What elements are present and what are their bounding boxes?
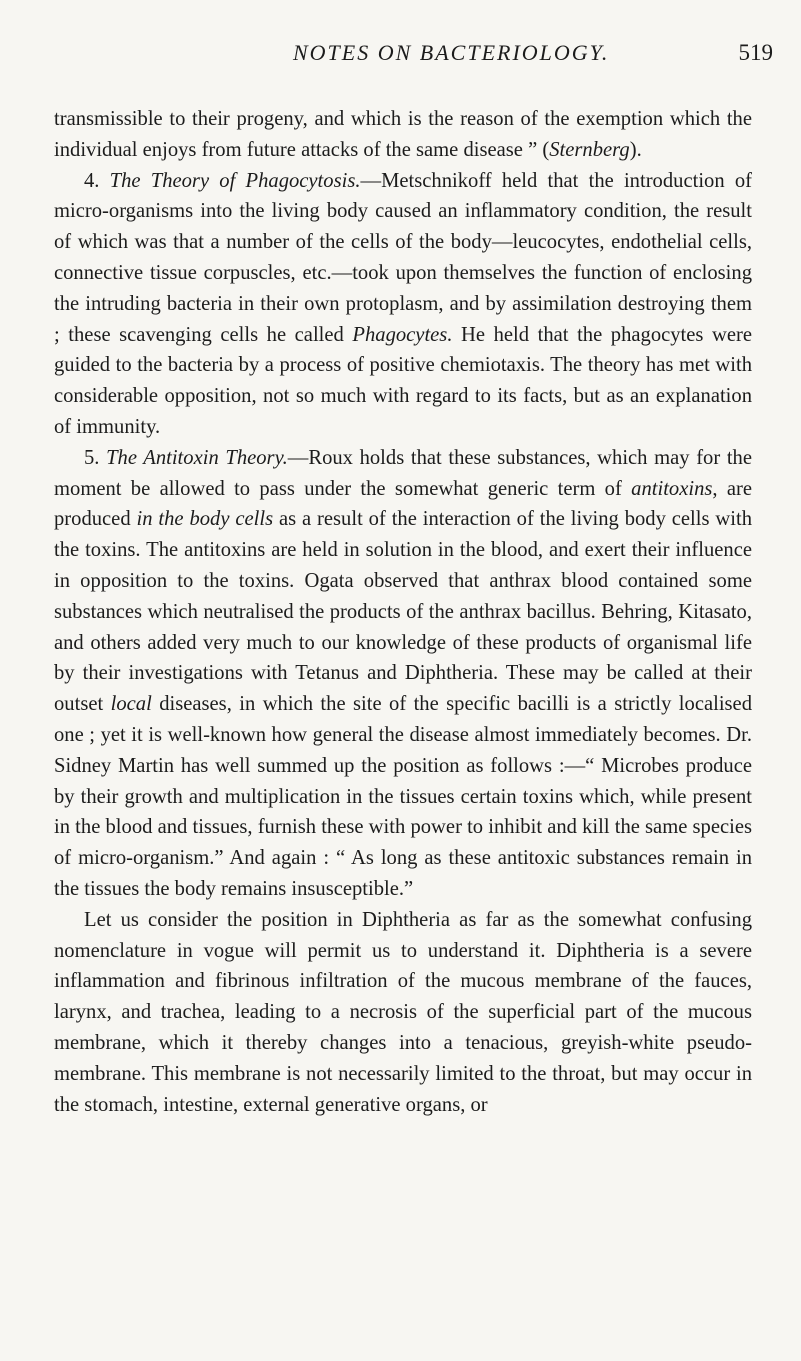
section-number: 4. bbox=[84, 169, 100, 192]
citation: Sternberg bbox=[549, 138, 630, 161]
section-heading: The Antitoxin Theory. bbox=[106, 446, 288, 469]
paragraph-text: He held that the phagocytes were guided to the bacteria by a process of positive chemiotaxis. The theory has met with considerable opposition, not so much with regard to its facts, but as an explanation of immunity. bbox=[54, 323, 752, 438]
paragraph-text: , are produced bbox=[54, 477, 752, 531]
paragraph-text: diseases, in which the site of the specific bacilli is a strictly localised one ; yet it is well-known how general the disease almost immediately becomes. Dr. Sidney Martin has well summed up the position as follows :—“ Microbes produce by their growth and multiplication in the tissues certain toxins which, while present in the blood and tissues, furnish these with power to inhibit and kill the same species of micro-organism.” And again : “ As long as these antitoxic substances remain in the tissues the body remains insusceptible.” bbox=[54, 693, 752, 900]
italic-term: Phagocytes. bbox=[352, 323, 453, 346]
paragraph-phagocytosis bbox=[54, 166, 752, 443]
section-heading: The Theory of Phagocytosis. bbox=[109, 169, 361, 192]
italic-term: local bbox=[110, 693, 152, 716]
paragraph-text: transmissible to their progeny, and which is the reason of the exemption which the individual enjoys from future attacks of the same disease ” ( bbox=[54, 108, 752, 161]
paragraph-text: —Metschnikoff held that the introduction of micro-organisms into the living body caused an inflammatory condition, the result of which was that a number of the cells of the body—leucocytes, endothelial cells, connective tissue corpuscles, etc.—took upon themselves the function of enclosing the intruding bacteria in their own protoplasm, and by assimilation destroying them ; these scavenging cells he called bbox=[54, 169, 752, 346]
body-text bbox=[54, 104, 752, 1120]
running-header bbox=[0, 40, 801, 74]
paragraph-text: Let us consider the position in Diphtheria as far as the somewhat confusing nomenclature in vogue will permit us to understand it. Diphtheria is a severe inflammation and fibrinous infiltration of the mucous membrane of the fauces, larynx, and trachea, leading to a necrosis of the superficial part of the mucous membrane, which it thereby changes into a tenacious, greyish-white pseudo-membrane. This membrane is not necessarily limited to the throat, but may occur in the stomach, intestine, external generative organs, or bbox=[54, 908, 752, 1116]
paragraph-antitoxin bbox=[54, 443, 752, 905]
paragraph-diphtheria bbox=[54, 905, 752, 1121]
running-title: NOTES ON BACTERIOLOGY. bbox=[293, 40, 610, 65]
paragraph-text: —Roux holds that these substances, which may for the moment be allowed to pass under the somewhat generic term of bbox=[54, 446, 752, 500]
section-number: 5. bbox=[84, 446, 100, 469]
paragraph-text: ). bbox=[629, 138, 642, 161]
italic-term: antitoxins bbox=[631, 477, 713, 500]
italic-term: in the body cells bbox=[136, 508, 274, 531]
paragraph-text: as a result of the interaction of the living body cells with the toxins. The antitoxins are held in solution in the blood, and exert their influence in opposition to the toxins. Ogata observed that anthrax blood contained some substances which neutralised the products of the anthrax bacillus. Behring, Kitasato, and others added very much to our knowledge of these products of organismal life by their investigations with Tetanus and Diphtheria. These may be called at their outset bbox=[54, 508, 752, 716]
paragraph-continuation bbox=[54, 104, 752, 166]
page-number: 519 bbox=[738, 40, 773, 65]
